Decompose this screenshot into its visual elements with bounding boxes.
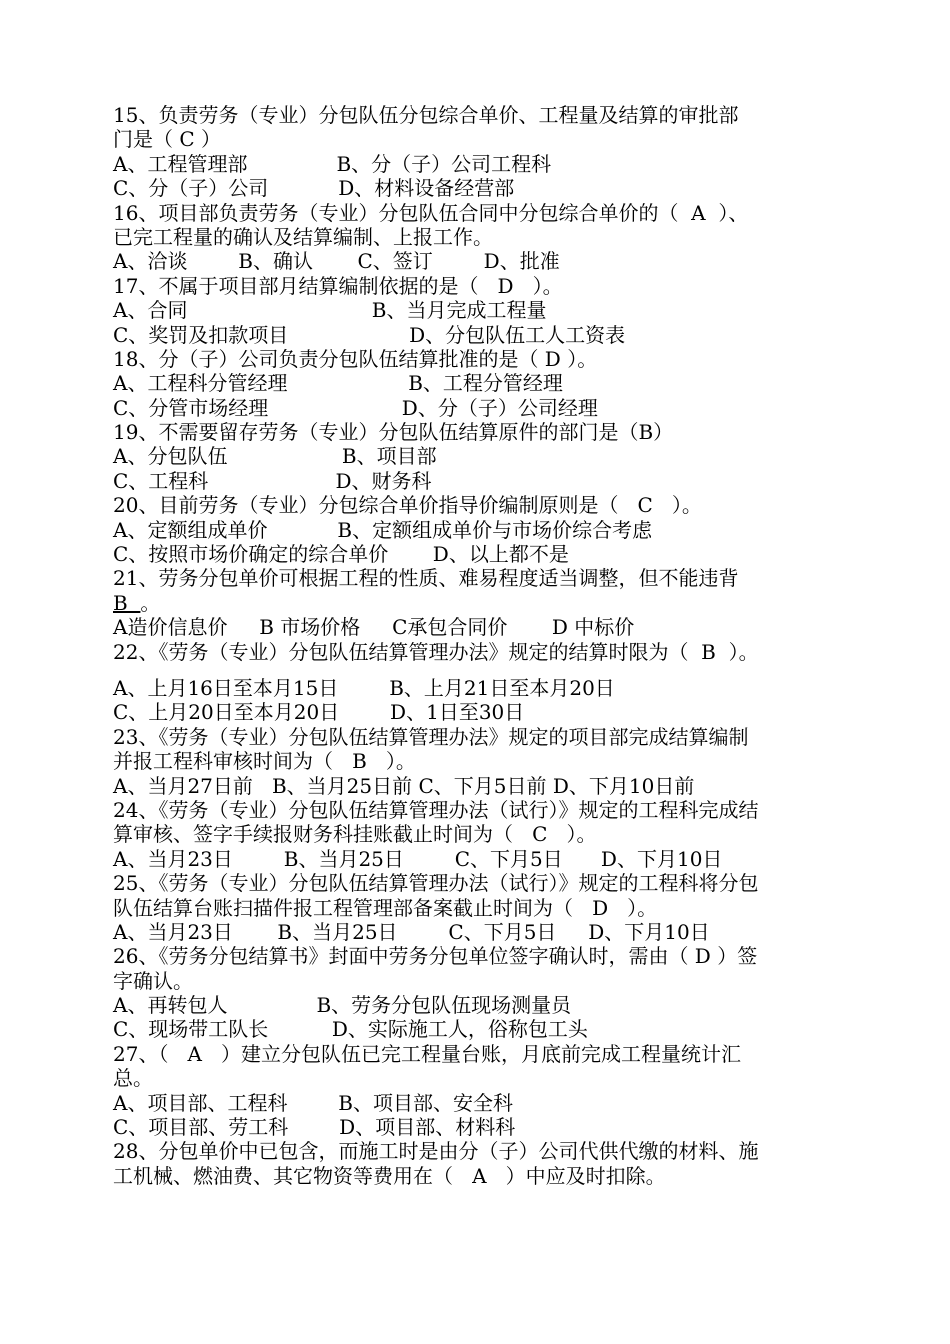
q25-options: A、当月23日 B、当月25日 C、下月5日 D、下月10日 bbox=[113, 919, 710, 944]
q19-options-ab: A、分包队伍 B、项目部 bbox=[113, 444, 437, 469]
q19-options-cd: C、工程科 D、财务科 bbox=[113, 468, 432, 493]
q23-stem-line2: 并报工程科审核时间为（ B ）。 bbox=[113, 749, 416, 774]
q26-options-cd: C、现场带工队长 D、实际施工人，俗称包工头 bbox=[113, 1017, 588, 1042]
q24-options: A、当月23日 B、当月25日 C、下月5日 D、下月10日 bbox=[113, 846, 723, 871]
q16-stem-line1: 16、项目部负责劳务（专业）分包队伍合同中分包综合单价的（ A ）、 bbox=[113, 200, 749, 225]
q25-stem-line1: 25、《劳务（专业）分包队伍结算管理办法（试行）》规定的工程科将分包 bbox=[113, 871, 759, 896]
q15-options-cd: C、分（子）公司 D、材料设备经营部 bbox=[113, 176, 515, 201]
q26-stem-line2: 字确认。 bbox=[113, 968, 193, 993]
q16-options: A、洽谈 B、确认 C、签订 D、批准 bbox=[113, 249, 560, 274]
q26-stem-line1: 26、《劳务分包结算书》封面中劳务分包单位签字确认时，需由（ D ）签 bbox=[113, 944, 758, 969]
q18-options-cd: C、分管市场经理 D、分（子）公司经理 bbox=[113, 395, 598, 420]
q25-stem-line2: 队伍结算台账扫描件报工程管理部备案截止时间为（ D ）。 bbox=[113, 895, 658, 920]
q26-options-ab: A、再转包人 B、劳务分包队伍现场测量员 bbox=[113, 993, 572, 1018]
q23-stem-line1: 23、《劳务（专业）分包队伍结算管理办法》规定的项目部完成结算编制 bbox=[113, 724, 749, 749]
q18-options-ab: A、工程科分管经理 B、工程分管经理 bbox=[113, 371, 563, 396]
q27-stem-line1: 27、（ A ）建立分包队伍已完工程量台账，月底前完成工程量统计汇 bbox=[113, 1041, 742, 1066]
q21-stem-line1: 21、劳务分包单价可根据工程的性质、难易程度适当调整，但不能违背 bbox=[113, 566, 739, 591]
q24-stem-line2: 算审核、签字手续报财务科挂账截止时间为（ C ）。 bbox=[113, 822, 597, 847]
q24-stem-line1: 24、《劳务（专业）分包队伍结算管理办法（试行）》规定的工程科完成结 bbox=[113, 797, 759, 822]
q15-stem-line1: 15、负责劳务（专业）分包队伍分包综合单价、工程量及结算的审批部 bbox=[113, 103, 739, 127]
q19-stem: 19、不需要留存劳务（专业）分包队伍结算原件的部门是（B） bbox=[113, 420, 674, 445]
q27-options-ab: A、项目部、工程科 B、项目部、安全科 bbox=[113, 1090, 513, 1115]
q22-options-ab: A、上月16日至本月15日 B、上月21日至本月20日 bbox=[113, 675, 615, 700]
q20-options-ab: A、定额组成单价 B、定额组成单价与市场价综合考虑 bbox=[113, 517, 653, 542]
q28-stem-line2: 工机械、燃油费、其它物资等费用在（ A ）中应及时扣除。 bbox=[113, 1163, 666, 1188]
q23-options: A、当月27日前 B、当月25日前 C、下月5日前 D、下月10日前 bbox=[113, 773, 695, 798]
q22-stem: 22、《劳务（专业）分包队伍结算管理办法》规定的结算时限为（ B ）。 bbox=[113, 639, 759, 664]
q15-options-ab: A、工程管理部 B、分（子）公司工程科 bbox=[113, 151, 552, 176]
q21-answer-blank: B bbox=[113, 590, 141, 615]
q22-options-cd: C、上月20日至本月20日 D、1日至30日 bbox=[113, 700, 525, 725]
q28-stem-line1: 28、分包单价中已包含，而施工时是由分（子）公司代供代缴的材料、施 bbox=[113, 1139, 759, 1164]
question-list bbox=[113, 103, 843, 1188]
q27-options-cd: C、项目部、劳工科 D、项目部、材料科 bbox=[113, 1115, 516, 1140]
q20-stem: 20、目前劳务（专业）分包综合单价指导价编制原则是（ C ）。 bbox=[113, 493, 702, 518]
q17-options-ab: A、合同 B、当月完成工程量 bbox=[113, 298, 547, 323]
q16-stem-line2: 已完工程量的确认及结算编制、上报工作。 bbox=[113, 224, 493, 249]
q18-stem: 18、分（子）公司负责分包队伍结算批准的是（ D ）。 bbox=[113, 346, 598, 371]
q15-stem-line2: 门是（ C ） bbox=[113, 127, 222, 152]
q21-stem-line2: B 。 bbox=[113, 590, 161, 615]
blank-line bbox=[113, 664, 843, 676]
q27-stem-line2: 总。 bbox=[113, 1066, 153, 1091]
q20-options-cd: C、按照市场价确定的综合单价 D、以上都不是 bbox=[113, 542, 569, 567]
q21-options: A造价信息价 B 市场价格 C承包合同价 D 中标价 bbox=[113, 615, 635, 640]
q17-stem: 17、不属于项目部月结算编制依据的是（ D ）。 bbox=[113, 273, 563, 298]
q17-options-cd: C、奖罚及扣款项目 D、分包队伍工人工资表 bbox=[113, 322, 626, 347]
